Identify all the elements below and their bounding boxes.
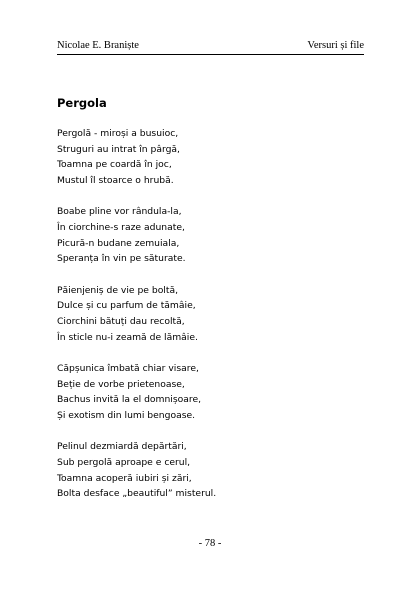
poem-line: Picură-n budane zemuiala, [57,237,180,249]
poem-line: Pelinul dezmiardă depărtări, [57,441,187,453]
page-header [57,40,364,55]
poem-line: Dulce și cu parfum de tămâie, [57,300,196,312]
poem-line: Bachus invită la el domnișoare, [57,394,202,406]
stanza-2 [57,204,216,267]
stanza-4 [57,361,216,424]
poem-line: Boabe pline vor rândula-la, [57,206,182,218]
poem-line: Speranța în vin pe săturate. [57,253,186,265]
poem-line: Mustul îl stoarce o hrubă. [57,175,174,187]
poem-line: Căpșunica îmbată chiar visare, [57,362,199,374]
poem-title: Pergola [57,96,107,110]
page-number: - 78 - [198,538,222,549]
stanza-1 [57,126,216,189]
header-author: Nicolae E. Braniște [57,40,139,51]
stanza-5 [57,439,216,502]
poem-line: Toamna pe coardă în joc, [57,159,172,171]
poem [57,95,216,518]
poem-line: În ciorchine-s raze adunate, [57,222,185,234]
poem-line: În sticle nu-i zeamă de lămâie. [57,331,198,343]
poem-line: Bolta desface „beautiful” misterul. [57,488,217,500]
poem-line: Toamna acoperă iubiri și zări, [57,472,192,484]
poem-line: Beție de vorbe prietenoase, [57,378,185,390]
poem-line: Sub pergolă aproape e cerul, [57,456,191,468]
poem-line: Struguri au intrat în pârgă, [57,143,180,155]
stanza-3 [57,283,216,346]
header-book-title: Versuri și file [307,40,364,51]
poem-line: Și exotism din lumi bengoase. [57,410,196,422]
poem-line: Pergolă - miroși a busuioc, [57,128,179,139]
poem-line: Ciorchini bătuți dau recoltă, [57,316,185,328]
poem-line: Păienjeniș de vie pe boltă, [57,284,179,296]
